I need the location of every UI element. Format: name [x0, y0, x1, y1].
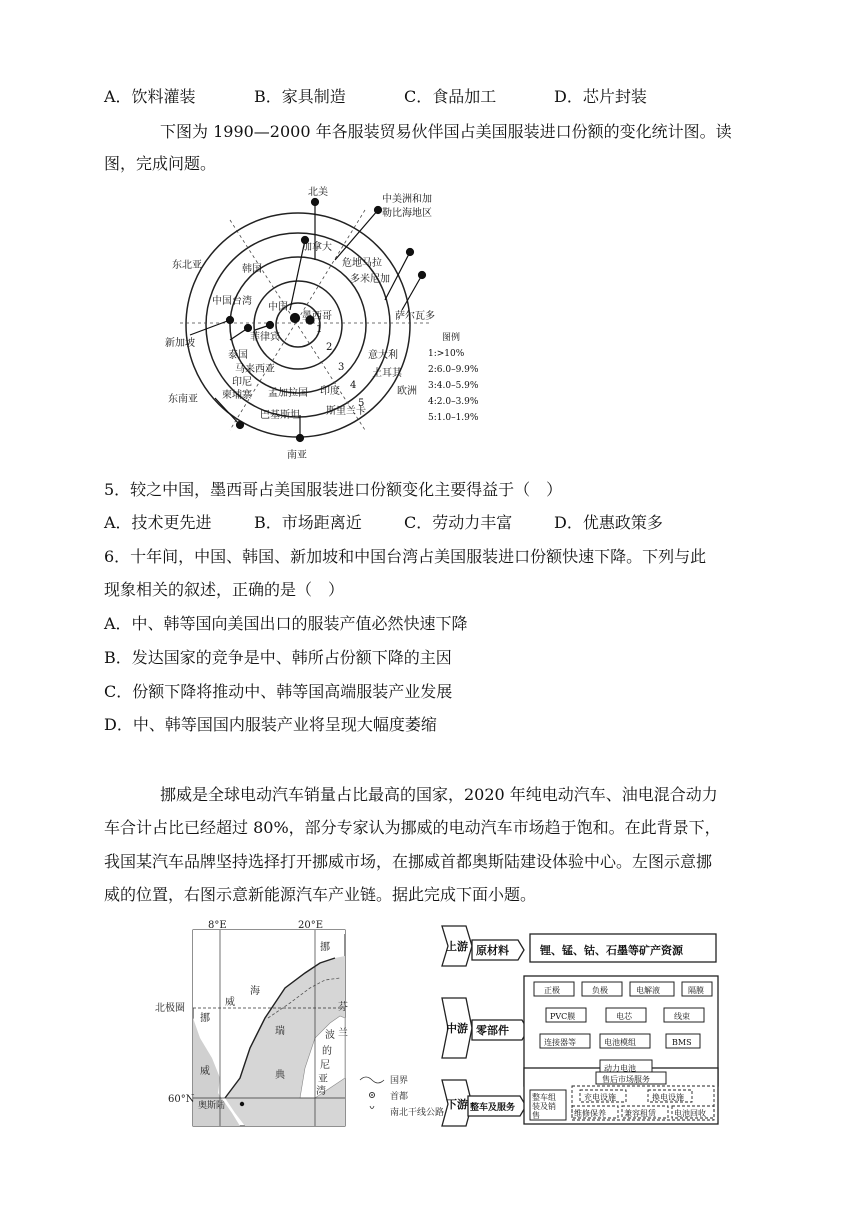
stage-down-name: 整车及服务: [470, 1103, 516, 1113]
down-row1-1: 换电设施: [652, 1093, 684, 1102]
q5-option-b: B．市场距离近: [254, 513, 362, 532]
label-guatemala: 危地马拉: [342, 258, 382, 269]
label-taiwan: 中国台湾: [212, 296, 252, 307]
down-row1-0: 充电设施: [584, 1093, 616, 1102]
mid-row2-2: 线束: [674, 1012, 690, 1021]
mid-row1-3: 隔膜: [688, 986, 704, 995]
upstream-resources: 锂、锰、钴、石墨等矿产资源: [540, 944, 683, 957]
legend-capital: 首都: [390, 1092, 409, 1102]
q5-option-c: C．劳动力丰富: [404, 513, 513, 532]
map-char-wei-2: 威: [200, 1066, 210, 1077]
mid-row3-0: 连接器等: [544, 1038, 576, 1047]
map-char-de: 的: [322, 1046, 332, 1057]
legend-item-5: 5:1.0–1.9%: [428, 413, 479, 423]
mid-row3-1: 电池模组: [604, 1038, 636, 1047]
map-char-wan: 湾: [316, 1086, 326, 1097]
map-char-rui: 瑞: [275, 1026, 285, 1037]
ring-number-2: 2: [326, 342, 333, 353]
map-label-oslo: 奥斯陆: [198, 1101, 226, 1111]
q6-stem-line-1: 6．十年间，中国、韩国、新加坡和中国台湾占美国服装进口份额快速下降。下列与此: [104, 547, 707, 566]
label-southeast-asia: 东南亚: [168, 394, 198, 405]
label-cambodia: 柬埔寨: [222, 390, 252, 401]
down-row2-2: 电池回收: [674, 1109, 706, 1118]
q6-option-b: B．发达国家的竞争是中、韩所占份额下降的主因: [104, 648, 452, 667]
q6-stem-line-2: 现象相关的叙述，正确的是（ ）: [104, 580, 345, 599]
ev-industry-chain: [438, 918, 728, 1130]
label-turkey: 土耳其: [372, 368, 402, 379]
map-char-dian: 典: [275, 1070, 285, 1081]
legend-border: 国界: [390, 1076, 409, 1086]
stage-up-tag: 上游: [446, 940, 468, 953]
label-philippines: 菲律宾: [250, 332, 280, 343]
q4-option-a: A．饮料灌装: [104, 87, 196, 106]
label-central-america: 中美洲和加: [382, 194, 432, 205]
label-italy: 意大利: [368, 350, 398, 361]
map-char-hai: 海: [250, 986, 260, 997]
map-char-bo: 波: [325, 1030, 335, 1041]
label-dominican: 多米尼加: [350, 274, 390, 285]
map-char-nuo-2: 挪: [320, 942, 330, 953]
map-char-lan: 兰: [338, 1028, 348, 1039]
intro2-line-4: 威的位置，右图示意新能源汽车产业链。据此完成下面小题。: [104, 885, 537, 904]
mid-row1-1: 负极: [592, 986, 608, 995]
intro2-line-3: 我国某汽车品牌坚持选择打开挪威市场，在挪威首都奥斯陆建设体验中心。左图示意挪: [104, 852, 713, 871]
down-row2-1: 兼容租赁: [624, 1109, 656, 1118]
q5-option-d: D．优惠政策多: [554, 513, 663, 532]
mid-row3-2: BMS: [672, 1038, 692, 1047]
map-char-ya: 亚: [318, 1074, 328, 1085]
lat-arctic-circle: 北极圈: [155, 1003, 185, 1014]
ring-number-5: 5: [358, 398, 365, 409]
label-el-salvador: 萨尔瓦多: [395, 311, 435, 322]
norway-map: [150, 918, 480, 1130]
label-canada: 加拿大: [302, 242, 332, 253]
down-left-0: 整车组: [532, 1093, 556, 1102]
down-left-1: 装及销: [532, 1102, 556, 1111]
label-china: 中国: [268, 302, 288, 313]
q6-option-d: D．中、韩等国国内服装产业将呈现大幅度萎缩: [104, 715, 437, 734]
q4-option-b: B．家具制造: [254, 87, 346, 106]
stage-up-name: 原材料: [476, 944, 509, 957]
mid-row1-0: 正极: [544, 986, 560, 995]
q5-option-a: A．技术更先进: [104, 513, 212, 532]
label-singapore: 新加坡: [165, 338, 195, 349]
down-left-2: 售: [532, 1111, 540, 1120]
intro2-line-2: 车合计占比已经超过 80%，部分专家认为挪威的电动汽车市场趋于饱和。在此背景下，: [104, 818, 721, 837]
lat-60n: 60°N: [168, 1094, 195, 1105]
ring-number-3: 3: [338, 362, 345, 373]
intro2-line-1: 挪威是全球电动汽车销量占比最高的国家，2020 年纯电动汽车、油电混合动力: [160, 785, 718, 804]
label-korea: 韩国: [242, 264, 262, 275]
label-northeast-asia: 东北亚: [172, 260, 202, 271]
label-north-america: 北美: [308, 187, 328, 198]
stage-mid-name: 零部件: [476, 1024, 509, 1037]
map-char-fen: 芬: [338, 1002, 348, 1013]
intro1-line-2: 图，完成问题。: [104, 154, 217, 173]
label-thailand: 泰国: [228, 350, 248, 361]
map-legend: [360, 1075, 444, 1118]
legend-title: 图例: [442, 333, 461, 343]
ring-legend: [428, 331, 479, 423]
q6-option-a: A．中、韩等国向美国出口的服装产值必然快速下降: [104, 614, 468, 633]
stage-down-tag: 下游: [446, 1098, 468, 1111]
mid-bottom: 动力电池: [604, 1064, 636, 1073]
map-char-ni: 尼: [320, 1060, 330, 1071]
down-row2-0: 维修保养: [574, 1109, 606, 1118]
apparel-share-figure: [160, 180, 490, 465]
label-sri-lanka: 斯里兰卡: [326, 406, 366, 417]
legend-highway: 南北干线公路: [390, 1108, 445, 1118]
down-title: 售后市场服务: [602, 1075, 650, 1084]
label-malaysia: 马来西亚: [235, 364, 275, 375]
q6-option-c: C．份额下降将推动中、韩等国高端服装产业发展: [104, 682, 453, 701]
label-pakistan: 巴基斯坦: [260, 410, 300, 421]
mid-row2-1: 电芯: [616, 1012, 632, 1021]
q5-stem: 5．较之中国，墨西哥占美国服装进口份额变化主要得益于（ ）: [104, 480, 563, 499]
legend-item-2: 2:6.0–9.9%: [428, 365, 479, 375]
map-char-wei-1: 威: [225, 997, 235, 1008]
label-india: 印度: [320, 386, 340, 397]
lon-8e: 8°E: [208, 920, 227, 931]
q4-option-d: D．芯片封装: [554, 87, 647, 106]
lon-20e: 20°E: [298, 920, 324, 931]
map-char-nuo-1: 挪: [200, 1013, 210, 1024]
label-bangladesh: 孟加拉国: [268, 388, 308, 399]
label-caribbean: 勒比海地区: [382, 208, 432, 219]
q4-option-c: C．食品加工: [404, 87, 497, 106]
ring-number-4: 4: [350, 380, 357, 391]
label-indonesia: 印尼: [232, 377, 252, 388]
legend-item-3: 3:4.0–5.9%: [428, 381, 479, 391]
mid-row2-0: PVC膜: [550, 1012, 576, 1021]
ring-number-1: 1: [316, 324, 323, 335]
legend-item-4: 4:2.0–3.9%: [428, 397, 479, 407]
legend-item-1: 1:>10%: [428, 349, 465, 359]
mid-row1-2: 电解液: [636, 986, 660, 995]
intro1-line-1: 下图为 1990—2000 年各服装贸易伙伴国占美国服装进口份额的变化统计图。读: [160, 122, 732, 141]
stage-mid-tag: 中游: [446, 1022, 468, 1035]
label-south-asia: 南亚: [287, 450, 307, 461]
label-europe: 欧洲: [397, 386, 417, 397]
label-mexico: 墨西哥: [302, 311, 332, 322]
